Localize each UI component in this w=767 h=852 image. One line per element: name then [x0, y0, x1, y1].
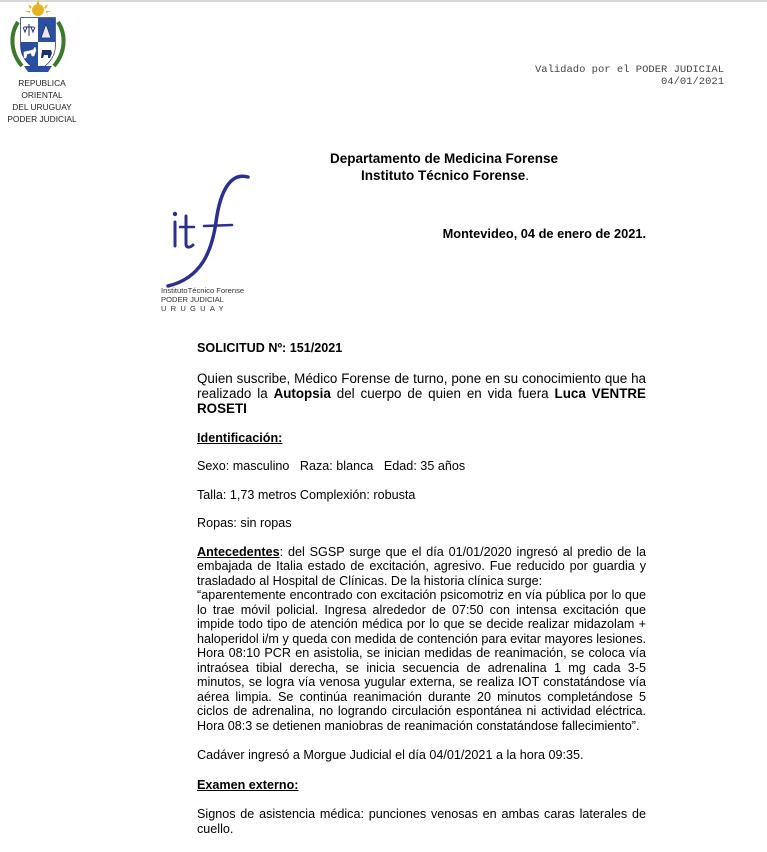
report-body: [197, 341, 646, 836]
department-title: [330, 150, 558, 184]
background-heading: Antecedentes: [197, 544, 280, 559]
identification-heading: Identificación:: [197, 430, 283, 445]
itf-caption-line-2: PODER JUDICIAL: [161, 295, 224, 304]
date-line: Montevideo, 04 de enero de 2021.: [442, 226, 646, 241]
clothes-line: Ropas: sin ropas: [197, 516, 292, 530]
uruguay-crest-icon: [6, 0, 70, 78]
intro-text-a: Quien suscribe, Médico Forense de turno, pone en su conocimiento que ha realizado la: [197, 370, 646, 401]
validation-date: 04/01/2021: [660, 76, 724, 88]
validation-stamp: [535, 64, 724, 88]
department-line-1: Departamento de Medicina Forense: [330, 151, 559, 166]
top-border: [0, 0, 767, 2]
intro-paragraph: [197, 371, 646, 416]
intro-text-b: del cuerpo de quien en vida fuera: [330, 385, 555, 401]
clinical-quote: “aparentemente encontrado con excitación psicomotriz en vía pública por lo que lo trae móvil policial. Ingresa alrededor de 07:50 con intensa excitación que impide todo tipo de atención médica por lo que se decide realizar midazolam + haloperidol i/m y queda con medida de contención para evitar mayores lesiones. Hora 08:10 PCR en asistolia, se inician medidas de reanimación, se coloca vía intraósea tibial derecha, se inicia secuencia de adrenalina 1 mg cada 3-5 minutos, se logra vía venosa yugular externa, se realiza IOT constatándose vía aérea limpia. Se continúa reanimación durante 20 minutos completándose 5 ciclos de adrenalina, no logrando circulación espontánea ni actividad eléctrica. Hora 08:3 se detienen maniobras de reanimación constatándose fallecimiento”.: [197, 588, 646, 733]
crest-line-2: DEL URUGUAY: [12, 102, 72, 112]
intro-autopsia: Autopsia: [273, 385, 331, 401]
itf-caption-line-1: InstitutoTécnico Forense: [161, 286, 245, 295]
background-text: : del SGSP surge que el día 01/01/2020 ingresó al predio de la embajada de Italia estado de excitación, agresivo. Fue reducido por guardia y trasladado al Hospital de Clínicas. De la historia clínica surge:: [197, 544, 646, 588]
itf-logo-icon: [160, 170, 260, 290]
morgue-line: Cadáver ingresó a Morgue Judicial el día 04/01/2021 a la hora 09:35.: [197, 748, 584, 762]
validation-line-1: Validado por el PODER JUDICIAL: [534, 64, 724, 76]
department-line-2-end: .: [525, 168, 530, 183]
background-section: [197, 545, 646, 734]
request-number: SOLICITUD Nº: 151/2021: [197, 341, 343, 355]
crest-caption: [0, 77, 84, 125]
itf-caption-line-3: URUGUAY: [161, 304, 228, 313]
external-exam-heading: Examen externo:: [197, 777, 299, 792]
deceased-name: Luca VENTRE ROSETI: [197, 385, 646, 416]
crest-line-3: PODER JUDICIAL: [7, 114, 77, 124]
department-line-2: Instituto Técnico Forense: [361, 168, 526, 183]
itf-logo-caption: [161, 286, 261, 313]
external-exam-text: Signos de asistencia médica: punciones venosas en ambas caras laterales de cuello.: [197, 807, 646, 836]
sex-line: Sexo: masculino Raza: blanca Edad: 35 años: [197, 459, 466, 473]
crest-line-1: REPUBLICA ORIENTAL: [18, 78, 66, 100]
height-line: Talla: 1,73 metros Complexión: robusta: [197, 487, 416, 502]
